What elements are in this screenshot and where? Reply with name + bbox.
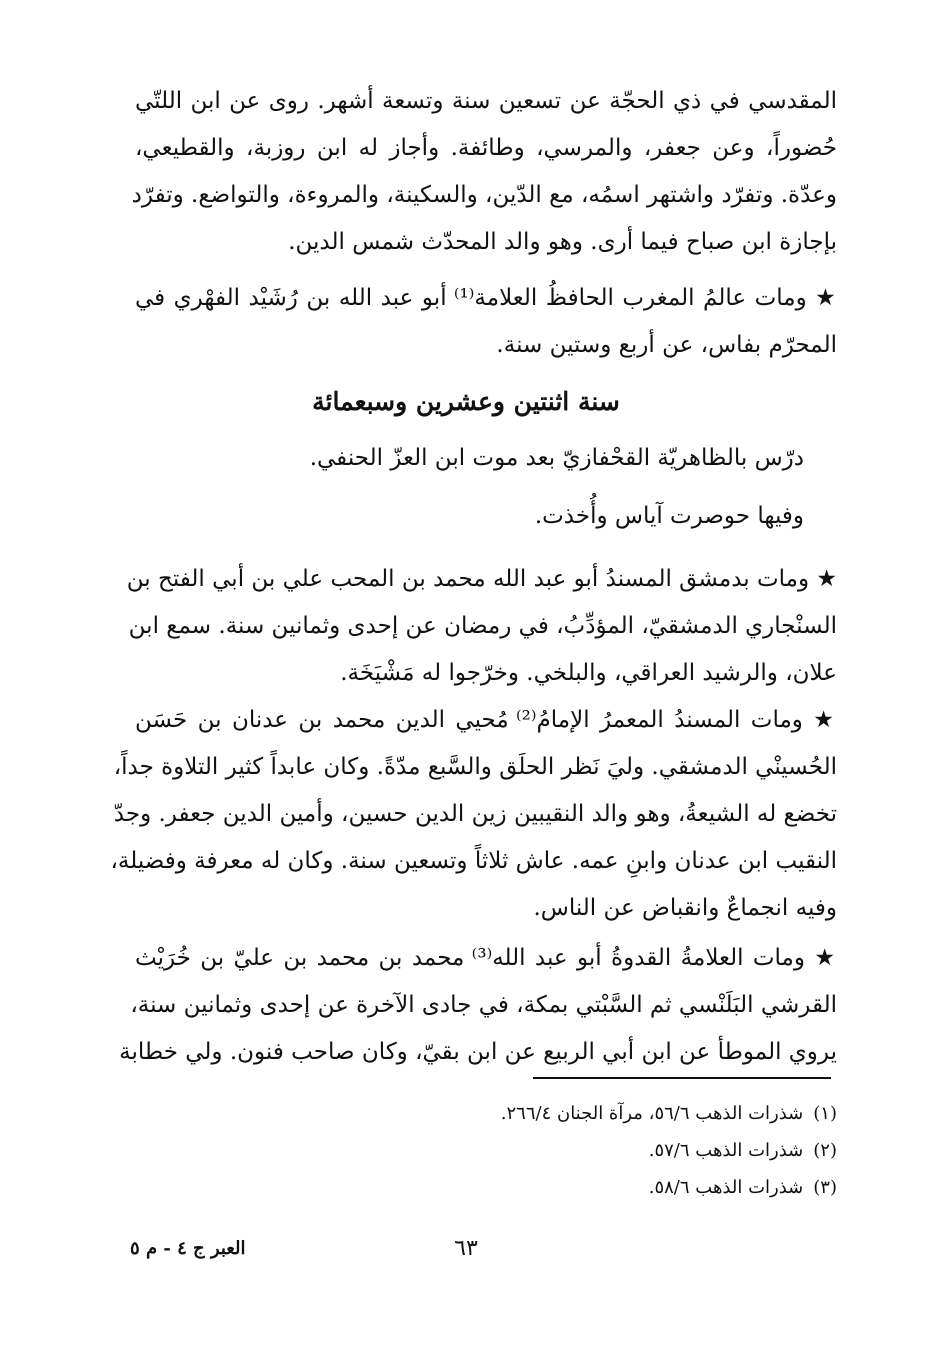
text-line: ★ ومات العلامةُ القدوةُ أبو عبد الله⁽³⁾ محمد بن محمد بن عليّ بن خُرَيْث [135, 945, 838, 971]
text-line: حُضوراً، وعن جعفر، والمرسي، وطائفة. وأجاز له ابن روزبة، والقطيعي، [135, 135, 837, 161]
text-line: ★ ومات عالمُ المغرب الحافظُ العلامة⁽¹⁾ أبو عبد الله بن رُشَيْد الفهْري في [135, 285, 837, 311]
footnote [649, 1175, 837, 1201]
page-number: ٦٣ [454, 1236, 478, 1261]
footnote [501, 1101, 837, 1127]
text-line: وفيها حوصرت آياس وأُخذت. [534, 503, 804, 529]
text-line: النقيب ابن عدنان وابنِ عمه. عاش ثلاثاً وتسعين سنة. وكان له معرفة وفضيلة، [110, 848, 837, 874]
footnote-number: (٣) [813, 1177, 837, 1198]
text-line: بإجازة ابن صباح فيما أرى. وهو والد المحدّث شمس الدين. [288, 229, 837, 255]
text-line: ★ ومات المسندُ المعمرُ الإمامُ⁽²⁾ مُحيي الدين محمد بن عدنان بن حَسَن [135, 707, 837, 733]
text-line: السنْجاري الدمشقيّ، المؤدِّبُ، في رمضان عن إحدى وثمانين سنة. سمع ابن [128, 613, 837, 639]
footnote [649, 1138, 837, 1164]
footnote-number: (٢) [813, 1140, 837, 1161]
footnote-text: شذرات الذهب ٥٧/٦. [648, 1140, 804, 1161]
text-line: درّس بالظاهريّة القحْفازيّ بعد موت ابن العزّ الحنفي. [309, 445, 804, 471]
text-line: تخضع له الشيعةُ، وهو والد النقيبين زين الدين حسين، وأمين الدين جعفر. وجدّ [113, 801, 837, 827]
text-line: المحرّم بفاس، عن أربع وستين سنة. [496, 332, 837, 358]
text-line: يروي الموطأ عن ابن أبي الربيع عن ابن بقيّ، وكان صاحب فنون. ولي خطابة [119, 1039, 837, 1065]
text-line: وفيه انجماعٌ وانقباض عن الناس. [533, 895, 837, 921]
year-heading: سنة اثنتين وعشرين وسبعمائة [312, 387, 620, 416]
volume-signature: العبر ج ٤ - م ٥ [130, 1238, 246, 1259]
text-line: القرشي البَلَنْسي ثم السَّبْتي بمكة، في جادى الآخرة عن إحدى وثمانين سنة، [130, 992, 837, 1018]
text-line: ★ ومات بدمشق المسندُ أبو عبد الله محمد بن المحب علي بن أبي الفتح بن [126, 566, 837, 592]
text-line: علان، والرشيد العراقي، والبلخي. وخرّجوا له مَشْيَخَة. [340, 660, 837, 686]
footnote-separator [533, 1077, 831, 1079]
text-line: المقدسي في ذي الحجّة عن تسعين سنة وتسعة أشهر. روى عن ابن اللتّي [135, 88, 837, 114]
footnote-number: (١) [813, 1103, 837, 1124]
footnote-text: شذرات الذهب ٥٦/٦، مرآة الجنان ٢٦٦/٤. [500, 1103, 804, 1124]
footnote-text: شذرات الذهب ٥٨/٦. [648, 1177, 804, 1198]
text-line: الحُسينْي الدمشقي. وليَ نَظر الحلَق والسَّبع مدّةً. وكان عابداً كثير التلاوة جداً، [113, 754, 837, 780]
text-line: وعدّة. وتفرّد واشتهر اسمُه، مع الدّين، والسكينة، والمروءة، والتواضع. وتفرّد [131, 182, 837, 208]
